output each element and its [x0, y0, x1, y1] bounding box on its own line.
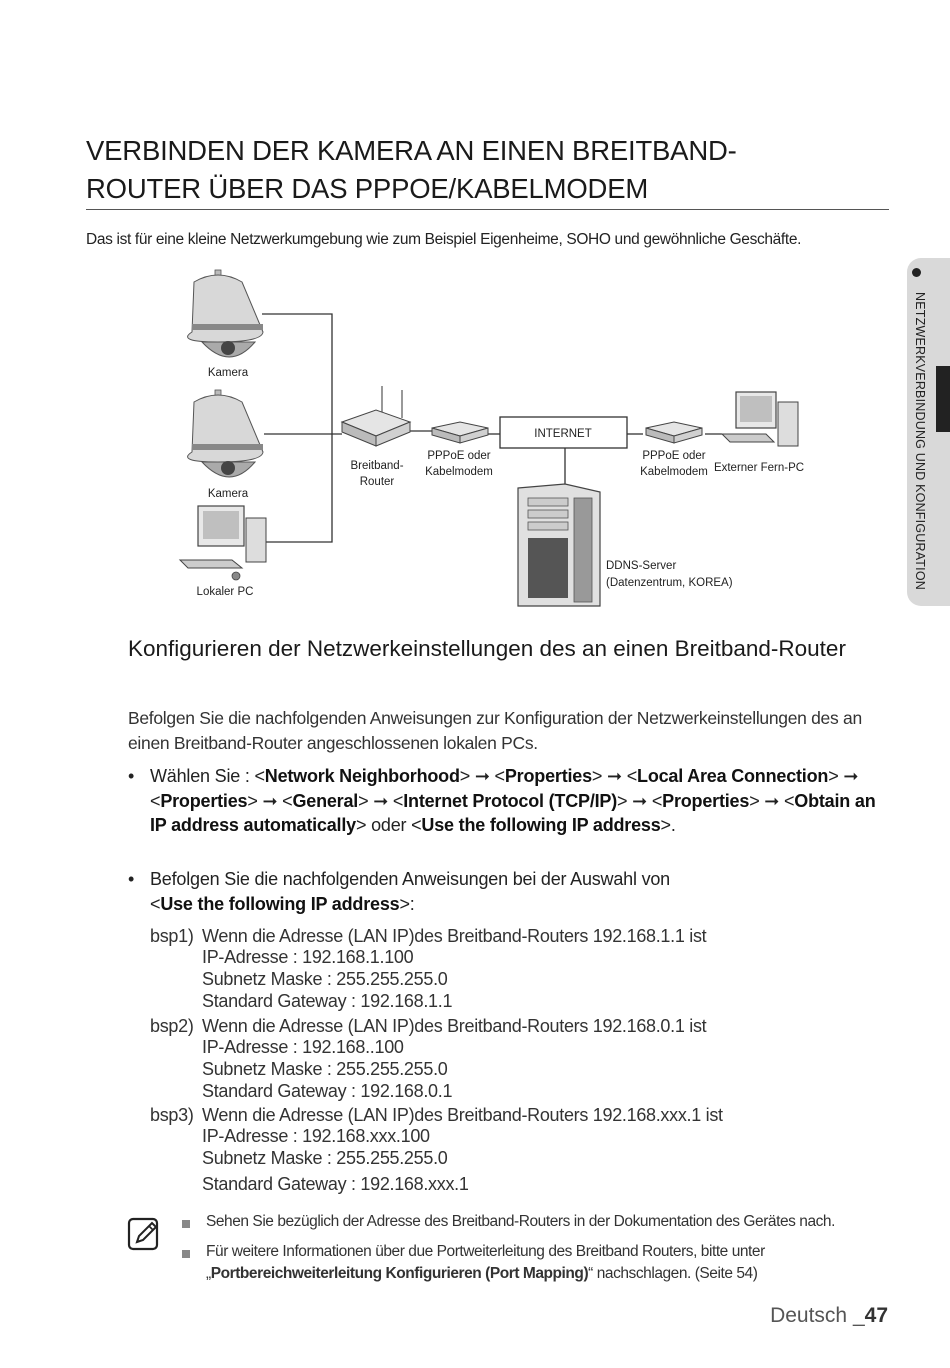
example-3-label: bsp3) [150, 1105, 194, 1125]
local-pc-icon [180, 506, 266, 580]
note-1 [182, 1213, 835, 1231]
bullet-2-text: Befolgen Sie die nachfolgenden Anweisungen bei der Auswahl von <Use the following IP address>: [150, 869, 670, 914]
modem-right-label-line-1: PPPoE oder [642, 450, 706, 462]
note-2 [182, 1243, 765, 1283]
modem-left-icon [432, 422, 488, 443]
page-title-line-2: ROUTER ÜBER DAS PPPOE/KABELMODEM [86, 173, 649, 204]
ddns-label-line-2: (Datenzentrum, KOREA) [606, 577, 733, 589]
bullet-dot: • [128, 869, 135, 889]
remote-pc-label: Externer Fern-PC [713, 462, 805, 474]
body-paragraph: Befolgen Sie die nachfolgenden Anweisungen zur Konfiguration der Netzwerkeinstellungen des an einen Breitband-Router angeschlossenen lokalen PCs. [128, 708, 862, 753]
intro-text: Das ist für eine kleine Netzwerkumgebung wie zum Beispiel Eigenheime, SOHO und gewöhnliche Geschäfte. [86, 231, 802, 248]
bullet-1-text: Wählen Sie : <Network Neighborhood> ➞ <Properties> ➞ <Local Area Connection> ➞ <Properties> ➞ <General> ➞ <Internet Protocol (TCP/IP)> ➞ <Properties> ➞ <Obtain an IP address automatically> oder <Use the following IP address>. [150, 766, 876, 835]
note-2-line-1: Für weitere Informationen über due Portweiterleitung des Breitband Routers, bitte unter [206, 1243, 765, 1260]
note-2-line-2: „Portbereichweiterleitung Konfigurieren (Port Mapping)“ nachschlagen. (Seite 54) [206, 1265, 758, 1282]
ddns-label-line-1: DDNS-Server [606, 560, 677, 572]
example-2-line-2: IP-Adresse : 192.168..100 [202, 1037, 404, 1057]
title-divider [86, 209, 889, 210]
page-footer [770, 1304, 888, 1328]
bullet-dot: • [128, 766, 135, 786]
internet-label: INTERNET [534, 428, 592, 440]
example-3-line-3: Subnetz Maske : 255.255.255.0 [202, 1148, 448, 1168]
example-2-line-4: Standard Gateway : 192.168.0.1 [202, 1081, 453, 1101]
example-3-line-4: Standard Gateway : 192.168.xxx.1 [202, 1174, 469, 1194]
camera-2-icon [188, 390, 263, 477]
router-icon [342, 386, 410, 446]
chapter-tab-marker [936, 366, 950, 432]
example-3-line-1: Wenn die Adresse (LAN IP)des Breitband-Routers 192.168.xxx.1 ist [202, 1105, 723, 1125]
camera-1-icon [188, 270, 263, 357]
ddns-server-icon [518, 484, 600, 606]
network-diagram [170, 262, 810, 614]
example-1-line-4: Standard Gateway : 192.168.1.1 [202, 991, 453, 1011]
bullet-item-1 [128, 764, 888, 838]
remote-pc-icon [722, 392, 798, 446]
example-2-line-3: Subnetz Maske : 255.255.255.0 [202, 1059, 448, 1079]
page-number: 47 [864, 1304, 888, 1327]
bullet-item-2 [128, 867, 888, 916]
example-1-line-1: Wenn die Adresse (LAN IP)des Breitband-Routers 192.168.1.1 ist [202, 926, 707, 946]
footer-language: Deutsch _ [770, 1304, 865, 1327]
example-2-label: bsp2) [150, 1016, 194, 1036]
note-pencil-icon [126, 1216, 162, 1252]
chapter-tab-dot-icon [912, 268, 921, 277]
router-label-line-1: Breitband- [350, 460, 404, 472]
modem-left-label-line-1: PPPoE oder [427, 450, 491, 462]
port-mapping-reference: Portbereichweiterleitung Konfigurieren (Port Mapping) [210, 1265, 589, 1282]
example-1-line-3: Subnetz Maske : 255.255.255.0 [202, 969, 448, 989]
modem-left-label-line-2: Kabelmodem [425, 466, 493, 478]
example-1-label: bsp1) [150, 926, 194, 946]
chapter-tab-label: NETZWERKVERBINDUNG UND KONFIGURATION [913, 292, 927, 590]
example-3-line-2: IP-Adresse : 192.168.xxx.100 [202, 1126, 430, 1146]
camera-2-label: Kamera [207, 488, 249, 500]
example-2-line-1: Wenn die Adresse (LAN IP)des Breitband-Routers 192.168.0.1 ist [202, 1016, 707, 1036]
modem-right-label-line-2: Kabelmodem [640, 466, 708, 478]
router-label-line-2: Router [359, 476, 395, 488]
note-bullet-square [182, 1220, 190, 1228]
example-1-line-2: IP-Adresse : 192.168.1.100 [202, 947, 414, 967]
note-1-text: Sehen Sie bezüglich der Adresse des Breitband-Routers in der Dokumentation des Gerätes nach. [206, 1213, 835, 1230]
local-pc-label: Lokaler PC [196, 586, 254, 598]
camera-1-label: Kamera [207, 367, 249, 379]
page-title-line-1: VERBINDEN DER KAMERA AN EINEN BREITBAND- [86, 135, 737, 166]
section-heading: Konfigurieren der Netzwerkeinstellungen des an einen Breitband-Router [128, 636, 846, 661]
page-title [86, 132, 886, 208]
modem-right-icon [646, 422, 702, 443]
note-bullet-square [182, 1250, 190, 1258]
